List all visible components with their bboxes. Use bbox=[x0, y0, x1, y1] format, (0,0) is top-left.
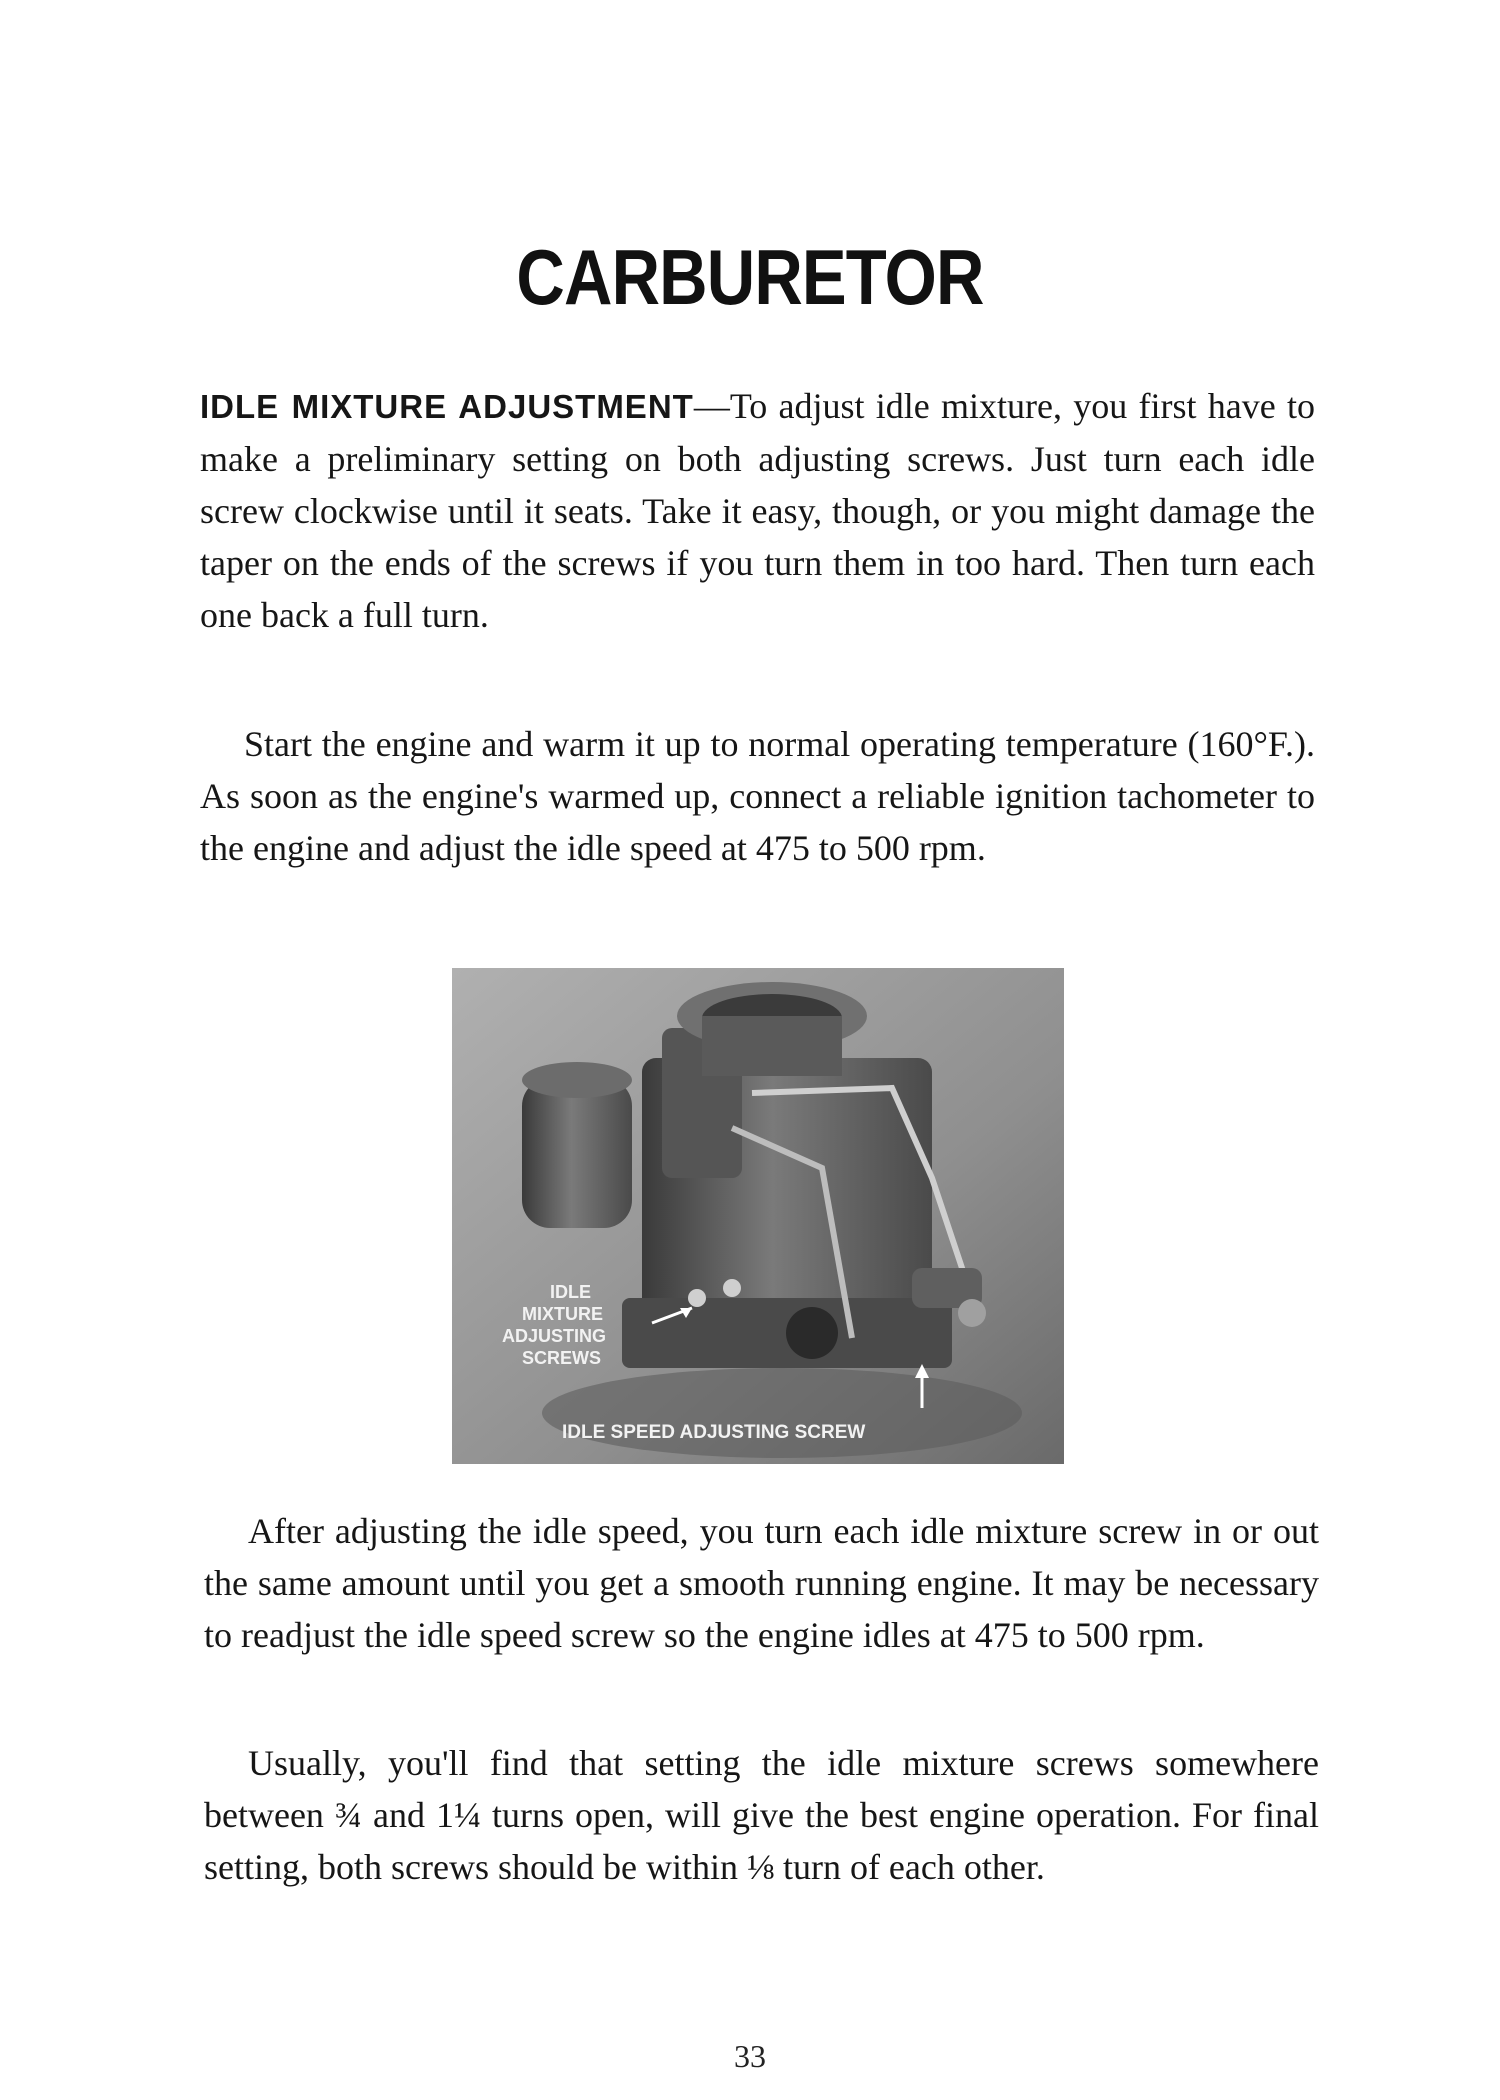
paragraph-final-setting: Usually, you'll find that setting the idle mixture screws somewhere between ¾ and 1¼ turns open, will give the best engine operation. For final setting, both screws should be within ⅛ turn of each other. bbox=[204, 1743, 1319, 1887]
paragraph-after-adjusting: After adjusting the idle speed, you turn each idle mixture screw in or out the same amount until you get a smooth running engine. It may be necessary to readjust the idle speed screw so the engine idles at 475 to 500 rpm. bbox=[204, 1511, 1319, 1655]
label-idle-mixture-2: MIXTURE bbox=[522, 1304, 603, 1324]
label-idle-mixture-4: SCREWS bbox=[522, 1348, 602, 1368]
paragraph-text: —To adjust idle mixture, you first have to make a preliminary setting on both adjusting screws. Just turn each idle screw clockwise until it seats. Take it easy, though, or you might damage the taper on the ends of the screws if you turn them in too hard. Then turn each one back a full turn. bbox=[200, 386, 1315, 635]
section-lead-heading: IDLE MIXTURE ADJUSTMENT bbox=[200, 388, 694, 425]
paragraph-warm-up: Start the engine and warm it up to normal operating temperature (160°F.). As soon as the engine's warmed up, connect a reliable ignition tachometer to the engine and adjust the idle speed at 475 to 500 rpm. bbox=[200, 724, 1315, 868]
page-title: CARBURETOR bbox=[516, 233, 984, 321]
label-idle-mixture-1: IDLE bbox=[550, 1282, 592, 1302]
carburetor-photo bbox=[452, 968, 1064, 1464]
label-idle-speed-screw: IDLE SPEED ADJUSTING SCREW bbox=[562, 1422, 866, 1443]
label-idle-mixture-3: ADJUSTING bbox=[502, 1326, 607, 1346]
paragraph-idle-mixture bbox=[200, 380, 1315, 641]
page-number: 33 bbox=[734, 2038, 766, 2074]
